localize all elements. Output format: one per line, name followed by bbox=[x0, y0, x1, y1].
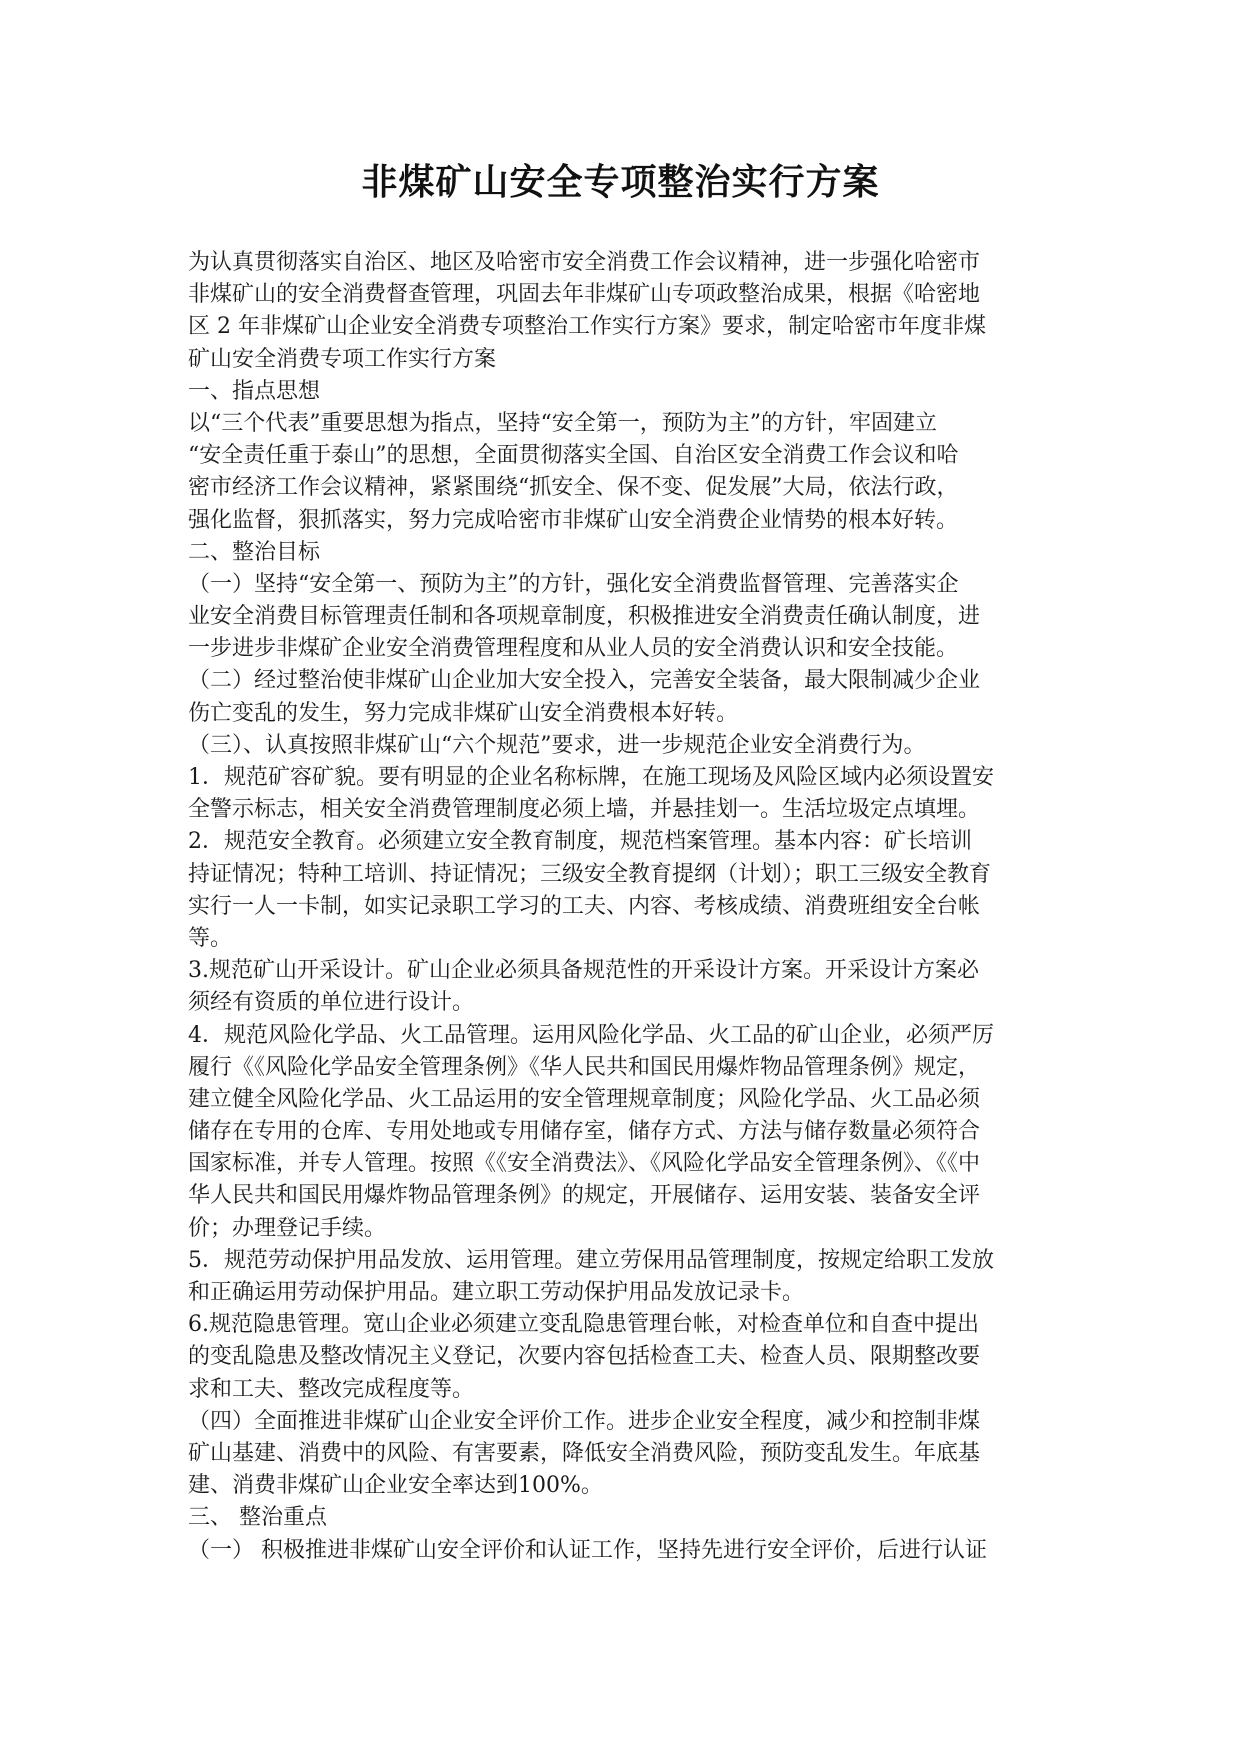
body-line: 国家标准，并专人管理。按照《《安全消费法》、《风险化学品安全管理条例》、《《中 bbox=[188, 1151, 981, 1177]
body-line: 等。 bbox=[188, 925, 233, 951]
body-line: 储存在专用的仓库、专用处地或专用储存室，储存方式、方法与储存数量必须符合 bbox=[188, 1119, 981, 1145]
body-line: 价；办理登记手续。 bbox=[188, 1215, 387, 1241]
body-line: 1．规范矿容矿貌。要有明显的企业名称标牌，在施工现场及风险区域内必须设置安 bbox=[188, 765, 994, 790]
body-line: 和正确运用劳动保护用品。建立职工劳动保护用品发放记录卡。 bbox=[188, 1280, 805, 1305]
body-line: 密市经济工作会议精神，紧紧围绕“抓安全、保不变、促发展”大局，依法行政， bbox=[188, 475, 959, 501]
body-line: （三）、认真按照非煤矿山“六个规范”要求，进一步规范企业安全消费行为。 bbox=[188, 732, 926, 758]
body-line: 持证情况；特种工培训、持证情况；三级安全教育提纲（计划）；职工三级安全教育 bbox=[188, 861, 992, 887]
page-title: 非煤矿山安全专项整治实行方案 bbox=[361, 161, 880, 203]
body-line: 全警示标志，相关安全消费管理制度必须上墙，并悬挂划一。生活垃圾定点填埋。 bbox=[188, 797, 981, 823]
body-line: （一）坚持“安全第一、预防为主”的方针，强化安全消费监督管理、完善落实企 bbox=[188, 571, 959, 597]
body-line: 实行一人一卡制，如实记录职工学习的工夫、内容、考核成绩、消费班组安全台帐 bbox=[188, 893, 981, 919]
body-line: 矿山安全消费专项工作实行方案 bbox=[188, 346, 497, 372]
body-line: 非煤矿山的安全消费督查管理，巩固去年非煤矿山专项政整治成果，根据《哈密地 bbox=[188, 282, 981, 308]
body-line: 一、指点思想 bbox=[188, 378, 321, 404]
body-line: 建立健全风险化学品、火工品运用的安全管理规章制度；风险化学品、火工品必须 bbox=[188, 1086, 981, 1112]
body-line: 三、 整治重点 bbox=[188, 1505, 327, 1531]
body-line: 须经有资质的单位进行设计。 bbox=[188, 990, 475, 1016]
body-line: 二、整治目标 bbox=[188, 539, 321, 565]
body-line: （二）经过整治使非煤矿山企业加大安全投入，完善安全装备，最大限制减少企业 bbox=[188, 668, 981, 694]
body-line: 6.规范隐患管理。宽山企业必须建立变乱隐患管理台帐，对检查单位和自查中提出 bbox=[188, 1312, 979, 1338]
body-line: 建、消费非煤矿山企业安全率达到100%。 bbox=[188, 1473, 603, 1499]
body-line: （一） 积极推进非煤矿山安全评价和认证工作，坚持先进行安全评价，后进行认证 bbox=[188, 1537, 987, 1563]
body-line: 以“三个代表”重要思想为指点，坚持“安全第一，预防为主”的方针，牢固建立 bbox=[188, 410, 937, 436]
body-line: 伤亡变乱的发生，努力完成非煤矿山安全消费根本好转。 bbox=[188, 700, 739, 726]
body-line: 强化监督，狠抓落实，努力完成哈密市非煤矿山安全消费企业情势的根本好转。 bbox=[188, 507, 959, 533]
body-line: 华人民共和国民用爆炸物品管理条例》的规定，开展储存、运用安装、装备安全评 bbox=[188, 1183, 981, 1209]
body-line: 为认真贯彻落实自治区、地区及哈密市安全消费工作会议精神，进一步强化哈密市 bbox=[188, 250, 981, 275]
body-line: 3.规范矿山开采设计。矿山企业必须具备规范性的开采设计方案。开采设计方案必 bbox=[188, 958, 979, 984]
document-body bbox=[188, 247, 1068, 1567]
body-line: 5．规范劳动保护用品发放、运用管理。建立劳保用品管理制度，按规定给职工发放 bbox=[188, 1247, 994, 1273]
body-line: 矿山基建、消费中的风险、有害要素，降低安全消费风险，预防变乱发生。年底基 bbox=[188, 1440, 981, 1466]
body-line: 区 2 年非煤矿山企业安全消费专项整治工作实行方案》要求，制定哈密市年度非煤 bbox=[188, 314, 986, 340]
body-line: 的变乱隐患及整改情况主义登记，次要内容包括检查工夫、检查人员、限期整改要 bbox=[188, 1344, 981, 1370]
body-line: 一步进步非煤矿企业安全消费管理程度和从业人员的安全消费认识和安全技能。 bbox=[188, 636, 959, 662]
body-line: 4．规范风险化学品、火工品管理。运用风险化学品、火工品的矿山企业，必须严厉 bbox=[188, 1022, 994, 1048]
body-line: 2．规范安全教育。必须建立安全教育制度，规范档案管理。基本内容：矿长培训 bbox=[188, 829, 972, 855]
body-line: （四）全面推进非煤矿山企业安全评价工作。进步企业安全程度，减少和控制非煤 bbox=[188, 1408, 981, 1434]
body-line: 履行《《风险化学品安全管理条例》《华人民共和国民用爆炸物品管理条例》规定， bbox=[188, 1054, 981, 1080]
body-line: 求和工夫、整改完成程度等。 bbox=[188, 1376, 475, 1402]
body-line: “安全责任重于泰山”的思想，全面贯彻落实全国、自治区安全消费工作会议和哈 bbox=[188, 443, 959, 469]
body-line: 业安全消费目标管理责任制和各项规章制度，积极推进安全消费责任确认制度，进 bbox=[188, 604, 981, 630]
